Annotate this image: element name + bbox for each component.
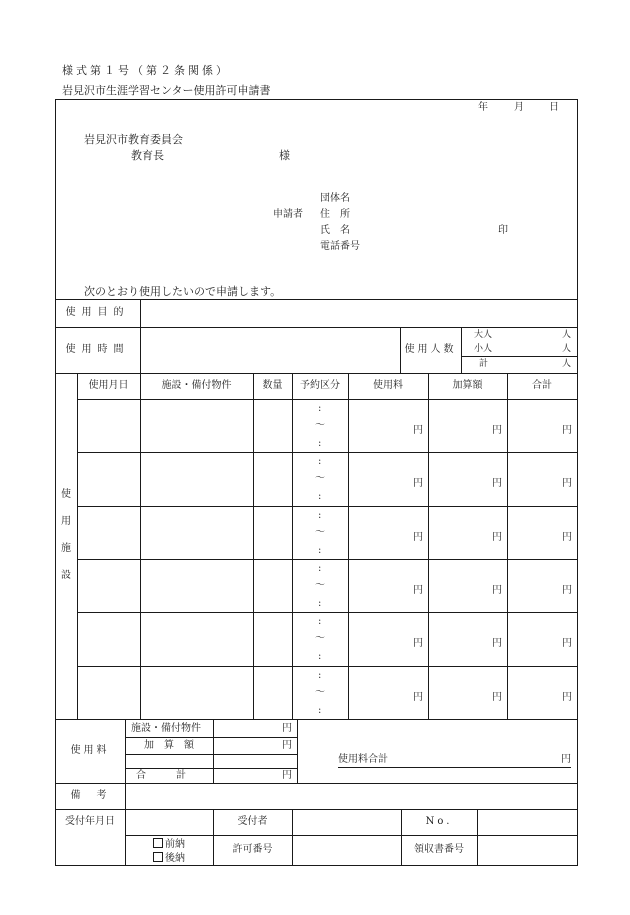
time-input[interactable] xyxy=(141,328,400,373)
divider xyxy=(77,612,578,613)
remarks-input[interactable] xyxy=(126,784,577,809)
remarks-label: 備 考 xyxy=(70,790,110,801)
date-year: 年 xyxy=(478,102,488,113)
group-name-label: 団体名 xyxy=(320,193,350,204)
row-fee-yen: 円 xyxy=(413,532,423,543)
row-time-end: : xyxy=(318,705,322,716)
statement: 次のとおり使用したいので申請します。 xyxy=(84,285,282,298)
divider xyxy=(292,809,293,866)
seal-mark: 印 xyxy=(498,225,508,236)
applicant-label: 申請者 xyxy=(273,209,303,220)
address-label: 住 所 xyxy=(320,209,350,220)
facility-side-label-4: 設 xyxy=(61,570,71,581)
row-total-yen: 円 xyxy=(562,425,572,436)
row-total-yen: 円 xyxy=(562,585,572,596)
time-label: 使用時間 xyxy=(65,344,130,355)
divider xyxy=(77,559,578,560)
row-surcharge-yen: 円 xyxy=(492,425,502,436)
row-time-end: : xyxy=(318,438,322,449)
fees-surcharge-yen: 円 xyxy=(282,740,292,751)
divider xyxy=(297,719,298,784)
header-date: 使用月日 xyxy=(88,380,129,391)
addressee: 岩見沢市教育委員会 xyxy=(84,133,183,146)
child-label: 小人 xyxy=(474,344,493,354)
header-surcharge: 加算額 xyxy=(452,380,483,391)
postpaid-label: 後納 xyxy=(165,853,185,864)
divider xyxy=(461,327,462,374)
row-time-end: : xyxy=(318,651,322,662)
adult-unit: 人 xyxy=(562,330,572,340)
row-time-wave: ～ xyxy=(315,527,325,538)
divider xyxy=(507,373,508,720)
divider xyxy=(55,809,578,810)
frame-top xyxy=(55,99,578,100)
fees-grand-total-label: 使用料合計 xyxy=(338,754,388,765)
divider xyxy=(348,373,349,720)
header-reservation: 予約区分 xyxy=(300,380,340,391)
divider xyxy=(77,373,78,720)
row-total-yen: 円 xyxy=(562,638,572,649)
prepaid-checkbox[interactable] xyxy=(153,838,163,848)
divider xyxy=(77,399,578,400)
receiver-label: 受付者 xyxy=(237,816,268,827)
purpose-label: 使用目的 xyxy=(65,307,130,318)
fees-label: 使用料 xyxy=(70,745,110,756)
row-surcharge-yen: 円 xyxy=(492,478,502,489)
people-label: 使用人数 xyxy=(404,344,457,355)
fees-facility-label: 施設・備付物件 xyxy=(131,722,201,734)
prepaid-label: 前納 xyxy=(165,839,185,850)
row-total-yen: 円 xyxy=(562,478,572,489)
header-total: 合計 xyxy=(532,380,552,391)
row-fee-yen: 円 xyxy=(413,692,423,703)
row-time-start: : xyxy=(318,563,322,574)
total-people-unit: 人 xyxy=(562,359,572,369)
form-title: 岩見沢市生涯学習センター使用許可申請書 xyxy=(62,84,271,97)
prepaid-option[interactable] xyxy=(153,838,185,850)
row-fee-yen: 円 xyxy=(413,425,423,436)
divider xyxy=(125,835,578,836)
date-day: 日 xyxy=(549,102,559,113)
row-time-start: : xyxy=(318,456,322,467)
fees-surcharge-label: 加 算 額 xyxy=(144,740,194,751)
purpose-input[interactable] xyxy=(141,300,577,327)
row-fee-yen: 円 xyxy=(413,478,423,489)
row-time-end: : xyxy=(318,491,322,502)
fees-facility-yen: 円 xyxy=(282,723,292,734)
total-people-label: 計 xyxy=(479,359,489,369)
row-surcharge-yen: 円 xyxy=(492,692,502,703)
fees-total-yen: 円 xyxy=(282,770,292,781)
row-time-wave: ～ xyxy=(315,633,325,644)
date-month: 月 xyxy=(514,102,524,113)
fees-grand-total-yen: 円 xyxy=(561,754,571,765)
row-time-end: : xyxy=(318,545,322,556)
divider xyxy=(77,506,578,507)
frame-right xyxy=(577,99,578,866)
child-unit: 人 xyxy=(562,344,572,354)
row-total-yen: 円 xyxy=(562,532,572,543)
divider xyxy=(125,754,297,755)
reception-date-label: 受付年月日 xyxy=(65,816,115,827)
row-time-start: : xyxy=(318,403,322,414)
row-time-start: : xyxy=(318,616,322,627)
divider xyxy=(77,666,578,667)
divider xyxy=(253,373,254,720)
honorific: 様 xyxy=(279,149,290,162)
receipt-number-label: 領収書番号 xyxy=(414,844,464,855)
row-time-wave: ～ xyxy=(315,580,325,591)
row-total-yen: 円 xyxy=(562,692,572,703)
row-time-wave: ～ xyxy=(315,687,325,698)
fees-grand-total xyxy=(338,755,571,768)
fees-total-label: 合 計 xyxy=(136,770,186,781)
row-time-wave: ～ xyxy=(315,420,325,431)
divider xyxy=(140,373,141,720)
number-label: No. xyxy=(425,816,453,827)
postpaid-option[interactable] xyxy=(153,852,185,864)
form-number: 様式第１号（第２条関係） xyxy=(62,64,230,77)
row-surcharge-yen: 円 xyxy=(492,532,502,543)
row-time-end: : xyxy=(318,598,322,609)
name-label: 氏 名 xyxy=(320,225,350,236)
facility-side-label-3: 施 xyxy=(61,543,71,554)
row-time-wave: ～ xyxy=(315,473,325,484)
facility-side-label-1: 使 xyxy=(61,489,71,500)
facility-side-label-2: 用 xyxy=(61,516,71,527)
phone-label: 電話番号 xyxy=(320,241,360,252)
chief-title: 教育長 xyxy=(131,149,164,162)
header-fee: 使用料 xyxy=(373,380,403,391)
adult-label: 大人 xyxy=(474,330,493,340)
divider xyxy=(477,809,478,866)
frame-bottom xyxy=(55,865,578,866)
row-fee-yen: 円 xyxy=(413,638,423,649)
divider xyxy=(213,719,214,784)
row-time-start: : xyxy=(318,670,322,681)
divider xyxy=(428,373,429,720)
row-surcharge-yen: 円 xyxy=(492,585,502,596)
row-time-start: : xyxy=(318,510,322,521)
divider xyxy=(292,373,293,720)
child-underline xyxy=(474,356,572,357)
postpaid-checkbox[interactable] xyxy=(153,852,163,862)
divider xyxy=(77,452,578,453)
row-surcharge-yen: 円 xyxy=(492,638,502,649)
row-fee-yen: 円 xyxy=(413,585,423,596)
header-quantity: 数量 xyxy=(262,380,283,391)
permit-number-label: 許可番号 xyxy=(232,844,273,855)
header-facility: 施設・備付物件 xyxy=(161,380,232,391)
